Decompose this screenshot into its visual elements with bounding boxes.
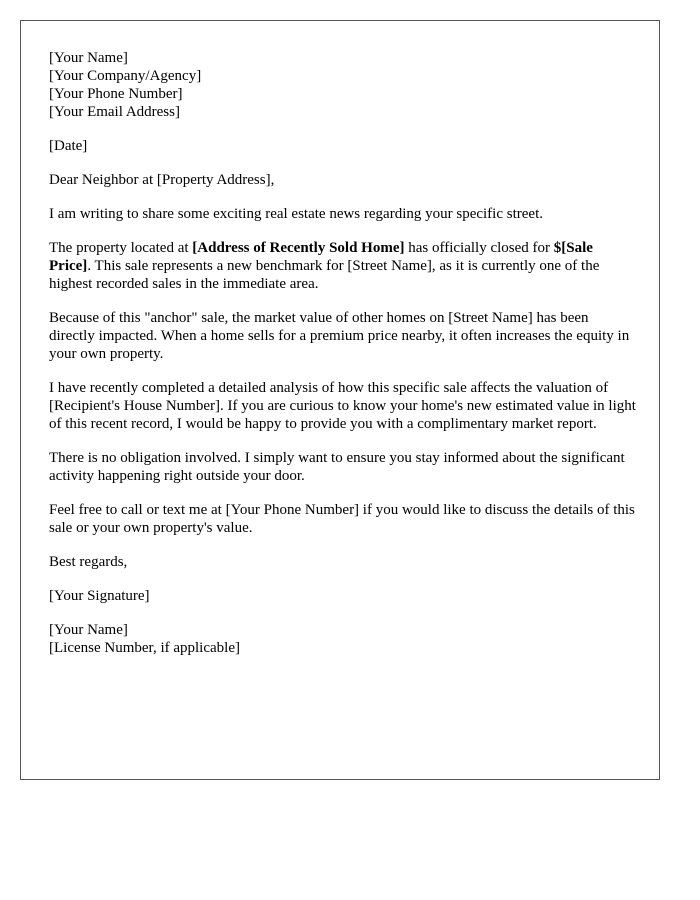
footer-name: [Your Name] [49, 622, 128, 638]
paragraph-intro: I am writing to share some exciting real estate news regarding your specific street. [49, 206, 543, 222]
sender-name: [Your Name] [49, 50, 128, 66]
letter-page [20, 20, 660, 780]
sender-block [49, 49, 637, 121]
footer-block [49, 621, 637, 657]
sale-text-mid: has officially closed for [404, 240, 554, 256]
sale-text-pre: The property located at [49, 240, 193, 256]
letter-date: [Date] [49, 138, 88, 154]
closing: Best regards, [49, 554, 128, 570]
sale-price: $[Sale Price] [49, 240, 593, 274]
sender-company: [Your Company/Agency] [49, 68, 202, 84]
paragraph-anchor: Because of this "anchor" sale, the market value of other homes on [Street Name] has been directly impacted. When a home sells for a premium price nearby, it often increases the equity in your own property. [49, 310, 630, 362]
paragraph-obligation: There is no obligation involved. I simply want to ensure you stay informed about the significant activity happening right outside your door. [49, 450, 625, 484]
footer-license: [License Number, if applicable] [49, 640, 240, 656]
sender-email: [Your Email Address] [49, 104, 180, 120]
letter-body [49, 49, 637, 673]
paragraph-sale [49, 239, 637, 293]
salutation: Dear Neighbor at [Property Address], [49, 172, 275, 188]
sale-text-post: . This sale represents a new benchmark for [Street Name], as it is currently one of the highest recorded sales in the immediate area. [49, 258, 600, 292]
sender-phone: [Your Phone Number] [49, 86, 183, 102]
paragraph-contact: Feel free to call or text me at [Your Phone Number] if you would like to discuss the details of this sale or your own property's value. [49, 502, 635, 536]
paragraph-analysis: I have recently completed a detailed analysis of how this specific sale affects the valuation of [Recipient's House Number]. If you are curious to know your home's new estimated value in light of this recent record, I would be happy to provide you with a complimentary market report. [49, 380, 636, 432]
signature-placeholder: [Your Signature] [49, 588, 150, 604]
sale-address: [Address of Recently Sold Home] [192, 240, 405, 256]
